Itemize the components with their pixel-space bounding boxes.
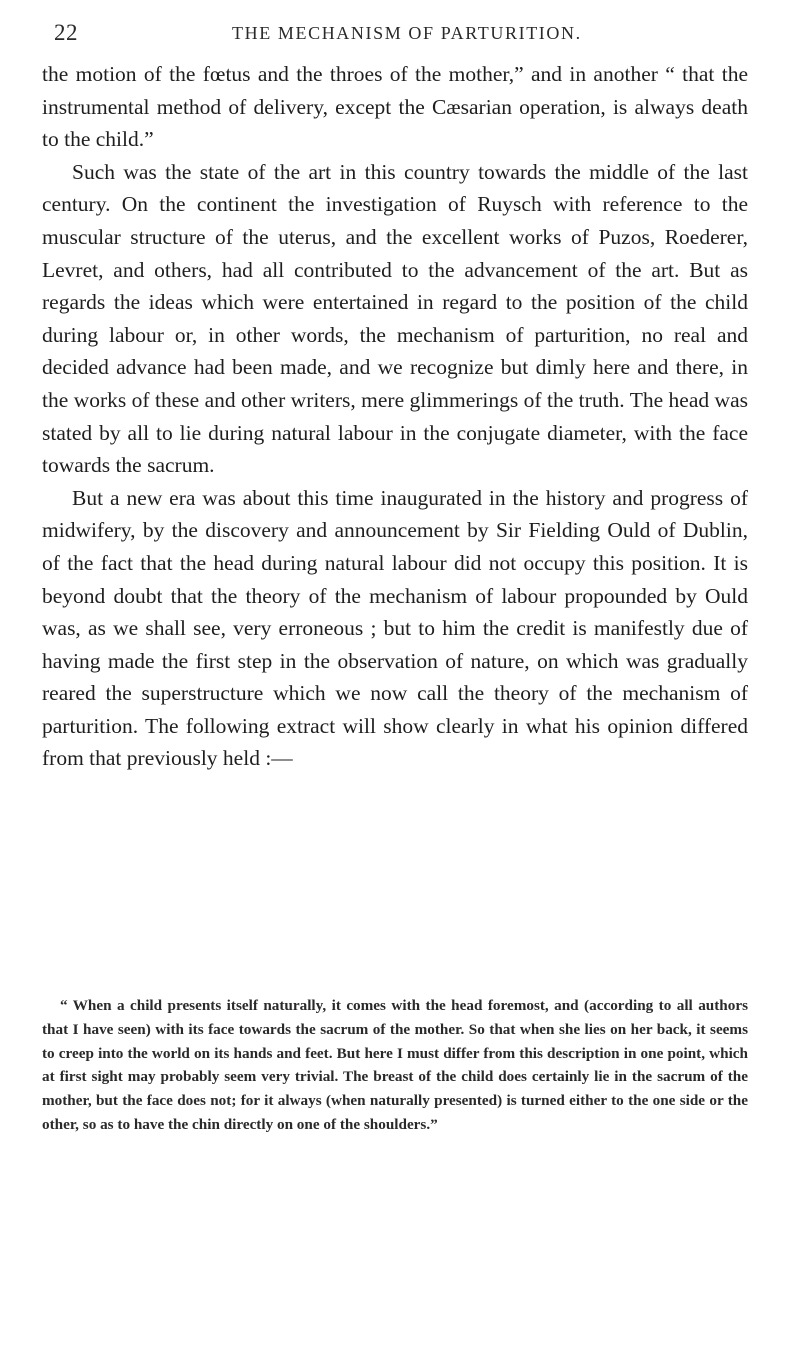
running-head bbox=[54, 20, 742, 46]
quote-text: “ When a child presents itself naturally, it comes with the head foremost, and (according to all authors that I have seen) with its face towards the sacrum of the mother. So that when she lies on her back, it seems to creep into the world on its hands and feet. But here I must differ from this description in one point, which at first sight may probably seem very trivial. The breast of the child does certainly lie in the sacrum of the mother, but the face does not; for it always (when naturally presented) is turned either to the one side or the other, so as to have the chin directly on one of the shoulders.” bbox=[42, 997, 748, 1133]
running-title: THE MECHANISM OF PARTURITION. bbox=[232, 23, 582, 43]
body-text bbox=[42, 58, 748, 775]
page-number: 22 bbox=[54, 20, 78, 45]
paragraph-continued: the motion of the fœtus and the throes of the mother,” and in another “ that the instrumental method of delivery, except the Cæsarian operation, is always death to the child.” bbox=[42, 62, 748, 152]
block-quote bbox=[42, 994, 748, 1137]
paragraph: But a new era was about this time inaugurated in the history and progress of midwifery, by the discovery and announcement by Sir Fielding Ould of Dublin, of the fact that the head during natural labour did not occupy this position. It is beyond doubt that the theory of the mechanism of labour propounded by Ould was, as we shall see, very erroneous ; but to him the credit is manifestly due of having made the first step in the observation of nature, on which was gradually reared the superstructure which we now call the theory of the mechanism of parturition. The following extract will show clearly in what his opinion differed from that previously held :— bbox=[42, 485, 748, 771]
paragraph: Such was the state of the art in this country towards the middle of the last century. On the continent the investigation of Ruysch with reference to the muscular structure of the uterus, and the excellent works of Puzos, Roederer, Levret, and others, had all contributed to the advancement of the art. But as regards the ideas which were entertained in regard to the position of the child during labour or, in other words, the mechanism of parturition, no real and decided advance had been made, and we recognize but dimly here and there, in the works of these and other writers, mere glimmerings of the truth. The head was stated by all to lie during natural labour in the conjugate diameter, with the face towards the sacrum. bbox=[42, 159, 748, 478]
